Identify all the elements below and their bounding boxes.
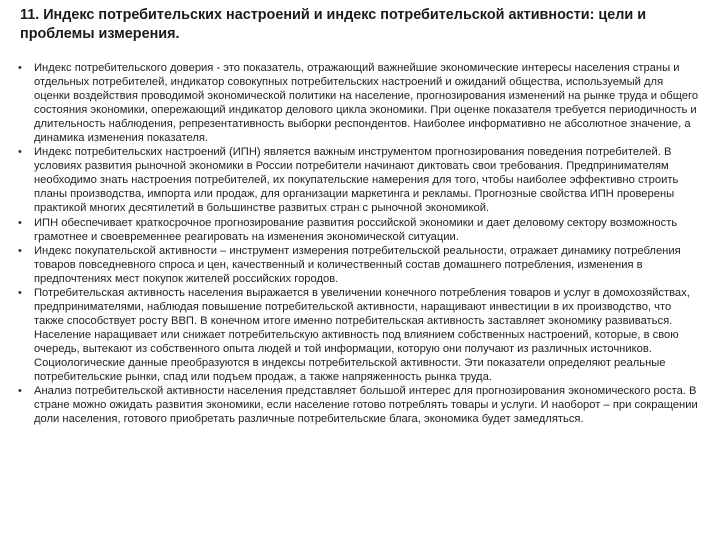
bullet-text: Потребительская активность населения выражается в увеличении конечного потребления товаров и услуг в домохозяйствах, предпринимателями, наблюдая повышение потребительской активности, наращивают инвестиции в их производство, что также способствует росту ВВП. В конечном итоге именно потребительская активность заставляет экономику развиваться. Население наращивает или снижает потребительскую активность под влиянием собственных настроений, которые, в свою очередь, вытекают из собственного опыта людей и той информации, которую они получают из различных источников. Социологические данные преобразуются в индексы потребительской активности. Эти показатели определяют реальные потребительские рынки, спад или подъем продаж, а также напряженность рынка труда. bbox=[34, 286, 690, 384]
bullet-text: Индекс потребительских настроений (ИПН) является важным инструментом прогнозирования поведения потребителей. В условиях развития рыночной экономики в России потребители начинают диктовать свои требования. Предпринимателям необходимо знать настроения потребителей, их покупательские намерения для того, чтобы наиболее эффективно строить планы производства, импорта или продаж, для организации маркетинга и рекламы. Прогнозные свойства ИПН проверены практикой многих десятилетий в большинстве развитых стран с рыночной экономикой. bbox=[34, 146, 679, 215]
bullet-item-ipn-forecasting bbox=[18, 216, 702, 244]
bullet-marker: • bbox=[18, 286, 22, 299]
bullet-text: Индекс потребительского доверия - это показатель, отражающий важнейшие экономические интересы населения страны и отдельных потребителей, индикатор совокупных потребительских настроений и ожиданий общества, используемый для оценки воздействия проводимой экономической политики на население, прогнозирования изменений на рынке труда и общего состояния экономики, опережающий индикатор делового цикла экономики. При оценке показателя требуется периодичность и длительность наблюдения, репрезентативность выборки респондентов. Наиболее информативно не абсолютное значение, а динамика изменения показателя. bbox=[34, 62, 699, 145]
bullet-item-purchasing-index bbox=[18, 244, 702, 286]
bullet-text: ИПН обеспечивает краткосрочное прогнозирование развития российской экономики и дает деловому сектору возможность грамотнее и своевременнее реагировать на изменения экономической ситуации. bbox=[34, 216, 678, 243]
bullet-item-activity-analysis bbox=[18, 384, 702, 426]
bullet-item-ipn-definition bbox=[18, 145, 702, 215]
bullet-marker: • bbox=[18, 385, 22, 398]
bullet-marker: • bbox=[18, 216, 22, 229]
bullet-text: Анализ потребительской активности населения представляет большой интерес для прогнозирования экономического роста. В стране можно ожидать развития экономики, если население готово потреблять товары и услуги. И наоборот – при сокращении доли населения, готового приобретать различные потребительские блага, экономика будет замедляться. bbox=[34, 385, 698, 426]
bullet-item-consumer-activity bbox=[18, 286, 702, 384]
bullet-marker: • bbox=[18, 146, 22, 159]
bullet-list bbox=[18, 61, 702, 426]
bullet-item-consumer-confidence bbox=[18, 61, 702, 145]
bullet-marker: • bbox=[18, 62, 22, 74]
bullet-marker: • bbox=[18, 244, 22, 257]
bullet-text: Индекс покупательской активности – инструмент измерения потребительской реальности, отражает динамику потребления товаров повседневного спроса и цен, качественный и количественный состав домашнего потребления, изменения в предпочтениях мест покупок жителей российских городов. bbox=[34, 244, 681, 285]
slide-title: 11. Индекс потребительских настроений и индекс потребительской активности: цели и проблемы измерения. bbox=[20, 7, 647, 42]
